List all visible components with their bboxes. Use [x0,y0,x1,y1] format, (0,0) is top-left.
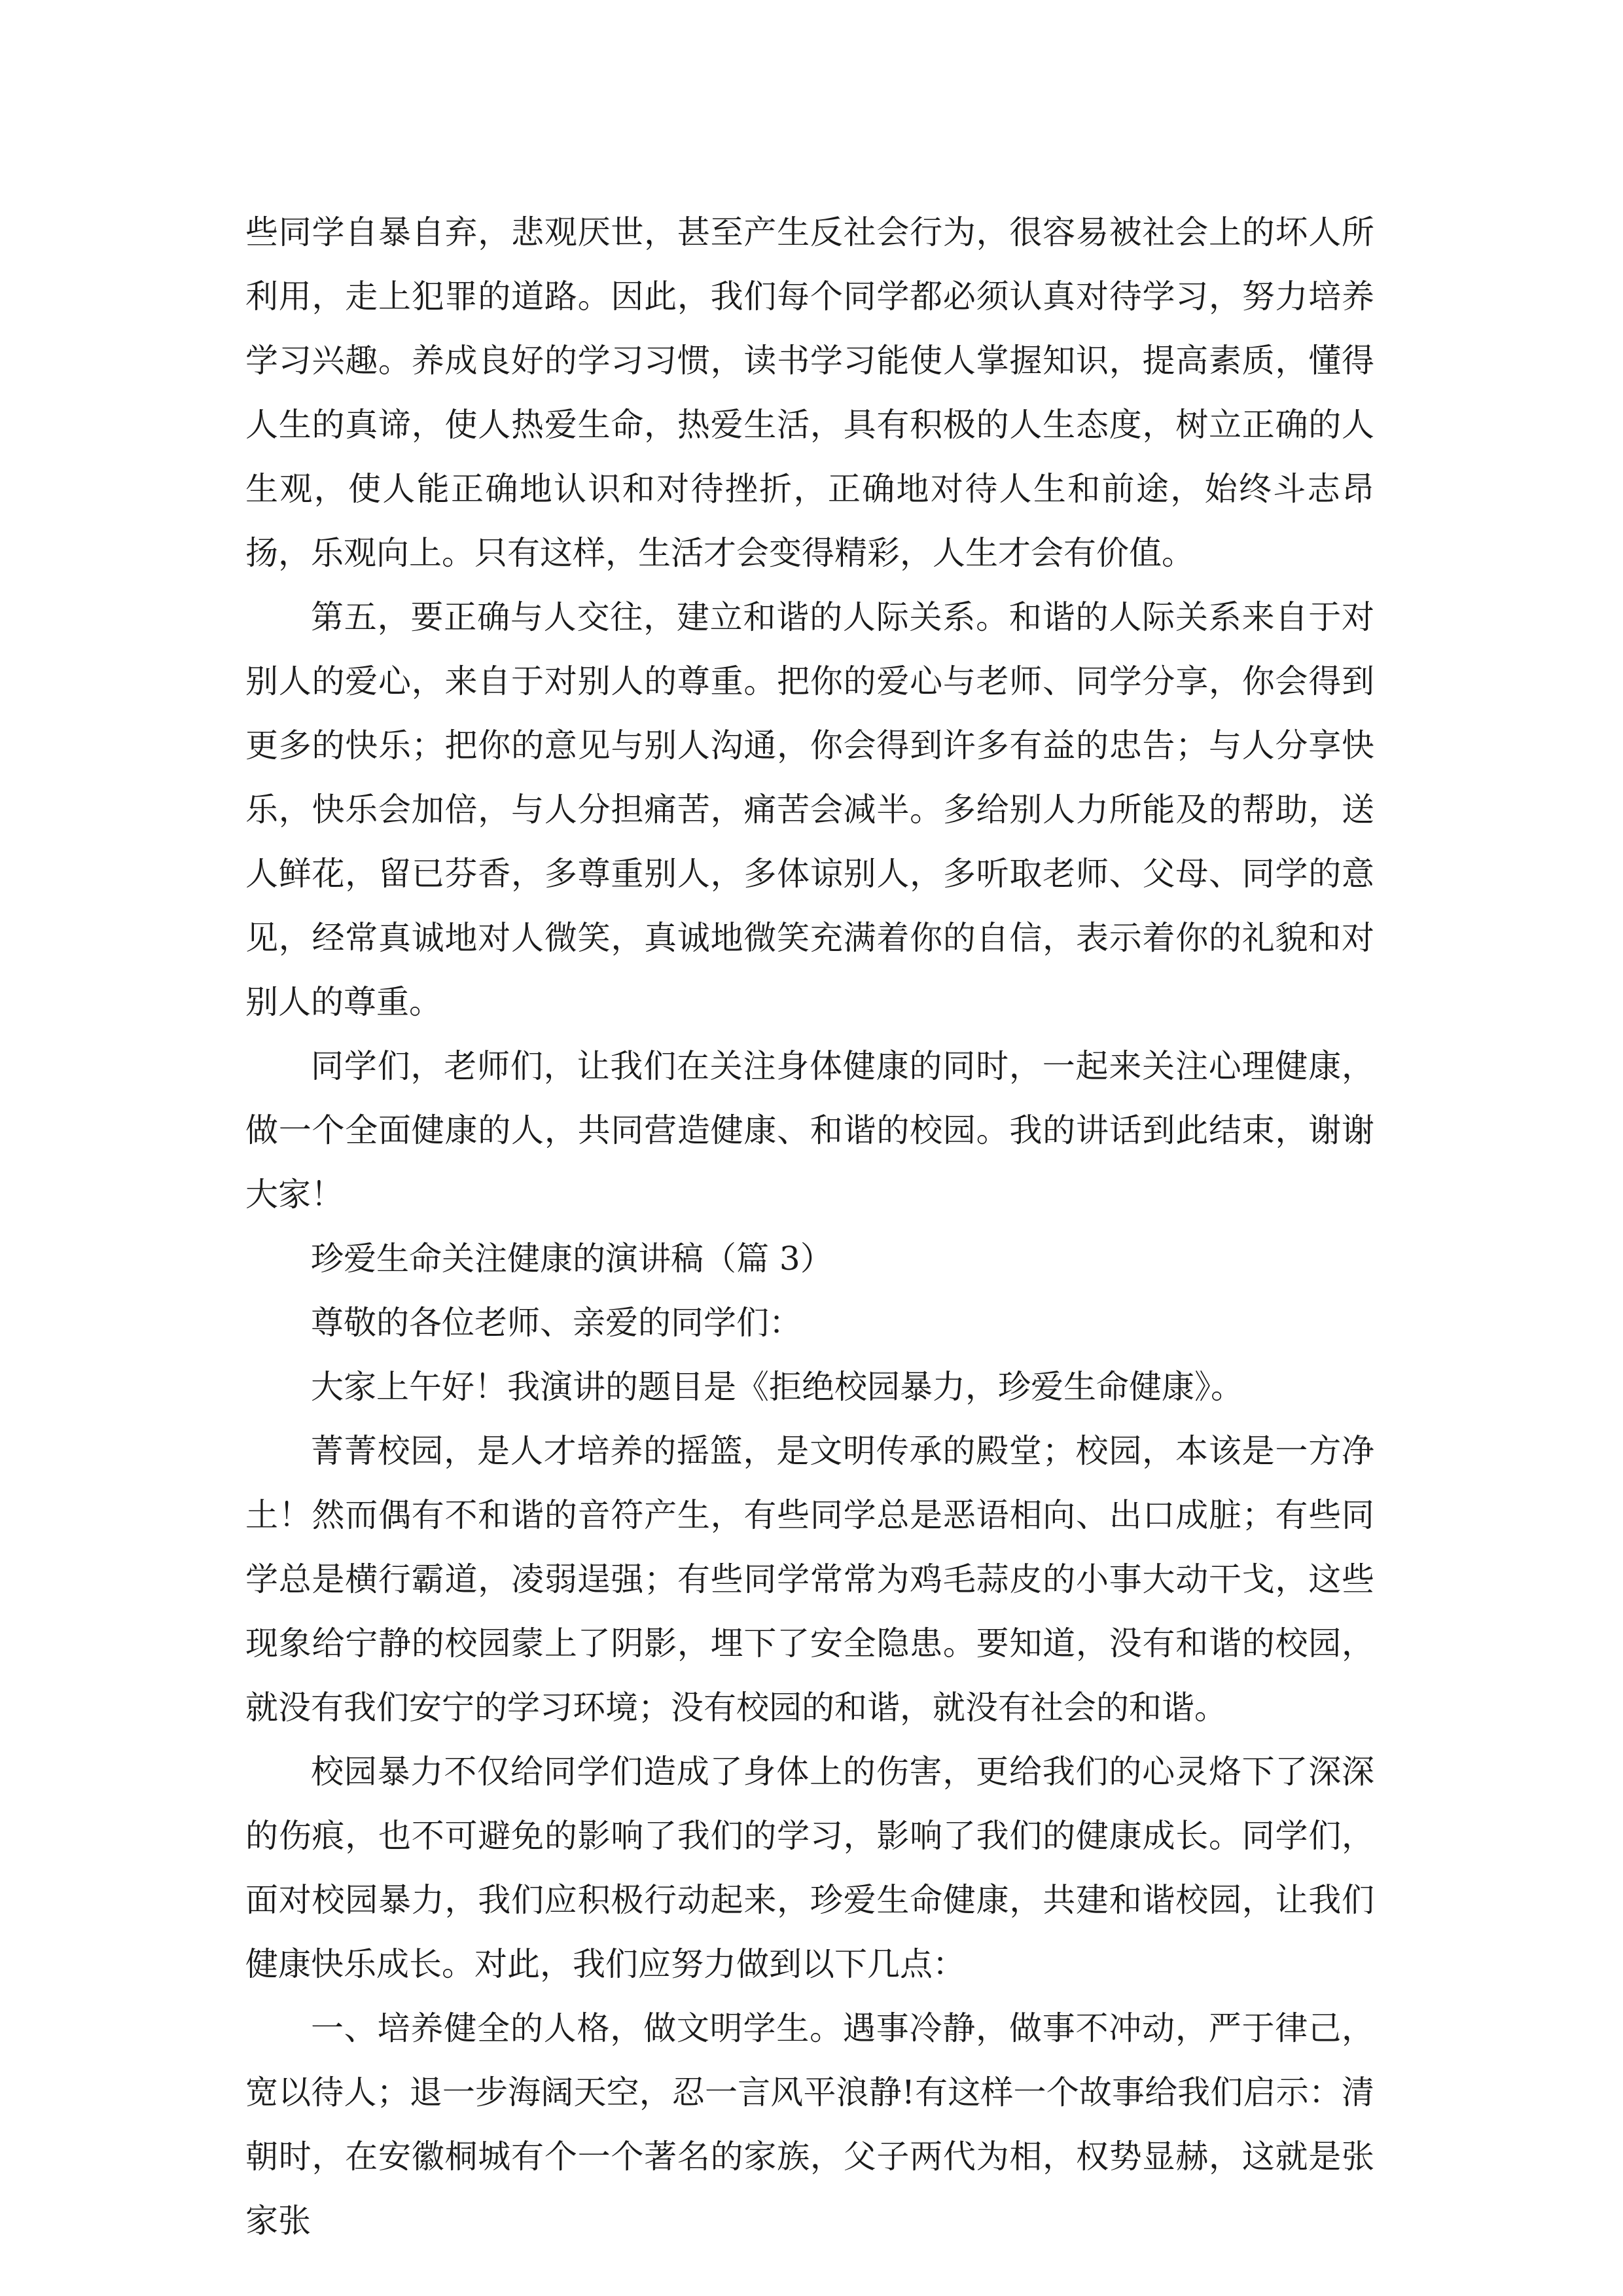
section-title: 珍爱生命关注健康的演讲稿（篇 3） [311,1240,833,1278]
paragraph-continuation: 些同学自暴自弃，悲观厌世，甚至产生反社会行为，很容易被社会上的坏人所利用，走上犯罪的道路。因此，我们每个同学都必须认真对待学习，努力培养学习兴趣。养成良好的学习习惯，读书学习能使人掌握知识，提高素质，懂得人生的真谛，使人热爱生命，热爱生活，具有积极的人生态度，树立正确的人生观，使人能正确地认识和对待挫折，正确地对待人生和前途，始终斗志昂扬，乐观向上。只有这样，生活才会变得精彩，人生才会有价值。 [245,213,1374,572]
paragraph-point-five: 第五，要正确与人交往，建立和谐的人际关系。和谐的人际关系来自于对别人的爱心，来自于对别人的尊重。把你的爱心与老师、同学分享，你会得到更多的快乐；把你的意见与别人沟通，你会得到许多有益的忠告；与人分享快乐，快乐会加倍，与人分担痛苦，痛苦会减半。多给别人力所能及的帮助，送人鲜花，留已芬香，多尊重别人，多体谅别人，多听取老师、父母、同学的意见，经常真诚地对人微笑，真诚地微笑充满着你的自信，表示着你的礼貌和对别人的尊重。 [245,598,1374,1021]
salutation: 尊敬的各位老师、亲爱的同学们： [311,1304,802,1342]
paragraph-violence: 校园暴力不仅给同学们造成了身体上的伤害，更给我们的心灵烙下了深深的伤痕，也不可避免的影响了我们的学习，影响了我们的健康成长。同学们，面对校园暴力，我们应积极行动起来，珍爱生命健康，共建和谐校园，让我们健康快乐成长。对此，我们应努力做到以下几点： [245,1753,1374,1983]
greeting: 大家上午好！我演讲的题目是《拒绝校园暴力，珍爱生命健康》。 [311,1368,1243,1406]
document-body [245,200,1374,2253]
paragraph-point-one: 一、培养健全的人格，做文明学生。遇事冷静，做事不冲动，严于律己，宽以待人；退一步海阔天空，忍一言风平浪静!有这样一个故事给我们启示：清朝时，在安徽桐城有个一个著名的家族，父子两代为相，权势显赫，这就是张家张 [245,2009,1374,2240]
paragraph-closing: 同学们，老师们，让我们在关注身体健康的同时，一起来关注心理健康，做一个全面健康的人，共同营造健康、和谐的校园。我的讲话到此结束，谢谢大家！ [245,1047,1374,1213]
paragraph-campus: 菁菁校园，是人才培养的摇篮，是文明传承的殿堂；校园，本该是一方净土！然而偶有不和谐的音符产生，有些同学总是恶语相向、出口成脏；有些同学总是横行霸道，凌弱逞强；有些同学常常为鸡毛蒜皮的小事大动干戈，这些现象给宁静的校园蒙上了阴影，埋下了安全隐患。要知道，没有和谐的校园，就没有我们安宁的学习环境；没有校园的和谐，就没有社会的和谐。 [245,1432,1374,1727]
